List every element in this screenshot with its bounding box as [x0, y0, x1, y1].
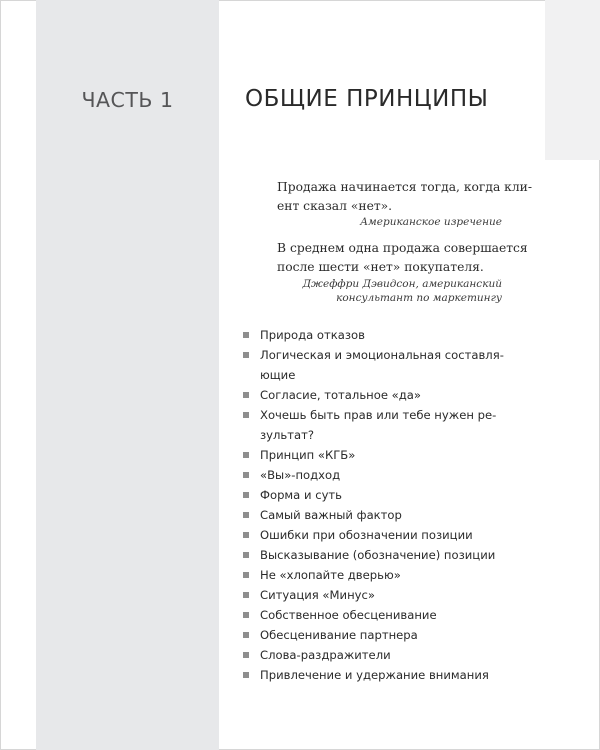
epigraph-1-line-1: Продажа начинается тогда, когда кли- — [277, 180, 533, 194]
topic-item-text: Хочешь быть прав или тебе нужен ре- — [260, 408, 497, 422]
epigraph-2-line-2: после шести «нет» покупателя. — [277, 260, 484, 274]
epigraph-2-attribution — [277, 277, 502, 305]
square-bullet-icon — [243, 632, 249, 638]
epigraph-1-attribution-line-1: Американское изречение — [360, 216, 502, 228]
square-bullet-icon — [243, 412, 249, 418]
topic-item — [243, 485, 523, 505]
square-bullet-icon — [243, 572, 249, 578]
square-bullet-icon — [243, 612, 249, 618]
topic-item — [243, 625, 523, 645]
topic-item — [243, 325, 523, 345]
topic-item-text: Форма и суть — [260, 488, 343, 502]
topic-item — [243, 445, 523, 465]
topic-item-text: Привлечение и удержание внимания — [260, 668, 489, 682]
topic-item-text: Согласие, тотальное «да» — [260, 388, 421, 402]
topic-item-text: зультат? — [260, 428, 315, 442]
epigraph-2-attribution-line-2: консультант по маркетингу — [336, 292, 502, 304]
square-bullet-icon — [243, 512, 249, 518]
topic-item-text: Логическая и эмоциональная составля- — [260, 348, 504, 362]
topic-item — [243, 545, 523, 565]
topic-item — [243, 405, 523, 445]
square-bullet-icon — [243, 672, 249, 678]
topic-item-text: «Вы»-подход — [260, 468, 341, 482]
topic-item — [243, 565, 523, 585]
right-edge-panel — [545, 0, 600, 160]
square-bullet-icon — [243, 352, 249, 358]
topic-item-text: Высказывание (обозначение) позиции — [260, 548, 496, 562]
topic-item-text: Слова-раздражители — [260, 648, 391, 662]
side-panel — [36, 0, 219, 750]
topic-item — [243, 385, 523, 405]
topic-item-text: ющие — [260, 368, 296, 382]
topic-item-text: Обесценивание партнера — [260, 628, 418, 642]
epigraph-1 — [277, 178, 533, 216]
topic-item-text: Принцип «КГБ» — [260, 448, 356, 462]
topic-item — [243, 645, 523, 665]
square-bullet-icon — [243, 592, 249, 598]
square-bullet-icon — [243, 492, 249, 498]
epigraph-2-line-1: В среднем одна продажа совершается — [277, 241, 528, 255]
topic-item — [243, 585, 523, 605]
part-label: ЧАСТЬ 1 — [81, 88, 174, 112]
square-bullet-icon — [243, 332, 249, 338]
part-title: ОБЩИЕ ПРИНЦИПЫ — [245, 86, 489, 112]
topic-item — [243, 345, 523, 385]
topic-item — [243, 605, 523, 625]
square-bullet-icon — [243, 452, 249, 458]
topic-list — [243, 325, 523, 685]
square-bullet-icon — [243, 552, 249, 558]
epigraph-2 — [277, 239, 528, 277]
topic-item-text: Ошибки при обозначении позиции — [260, 528, 473, 542]
topic-item — [243, 505, 523, 525]
square-bullet-icon — [243, 392, 249, 398]
topic-item-text: Собственное обесценивание — [260, 608, 437, 622]
square-bullet-icon — [243, 532, 249, 538]
square-bullet-icon — [243, 472, 249, 478]
topic-item-text: Не «хлопайте дверью» — [260, 568, 401, 582]
topic-item — [243, 465, 523, 485]
epigraph-1-line-2: ент сказал «нет». — [277, 199, 393, 213]
topic-item-text: Природа отказов — [260, 328, 365, 342]
square-bullet-icon — [243, 652, 249, 658]
topic-item-text: Ситуация «Минус» — [260, 588, 375, 602]
epigraph-2-attribution-line-1: Джеффри Дэвидсон, американский — [302, 278, 502, 290]
topic-item-text: Самый важный фактор — [260, 508, 402, 522]
epigraph-1-attribution — [277, 215, 502, 229]
topic-item — [243, 525, 523, 545]
topic-item — [243, 665, 523, 685]
